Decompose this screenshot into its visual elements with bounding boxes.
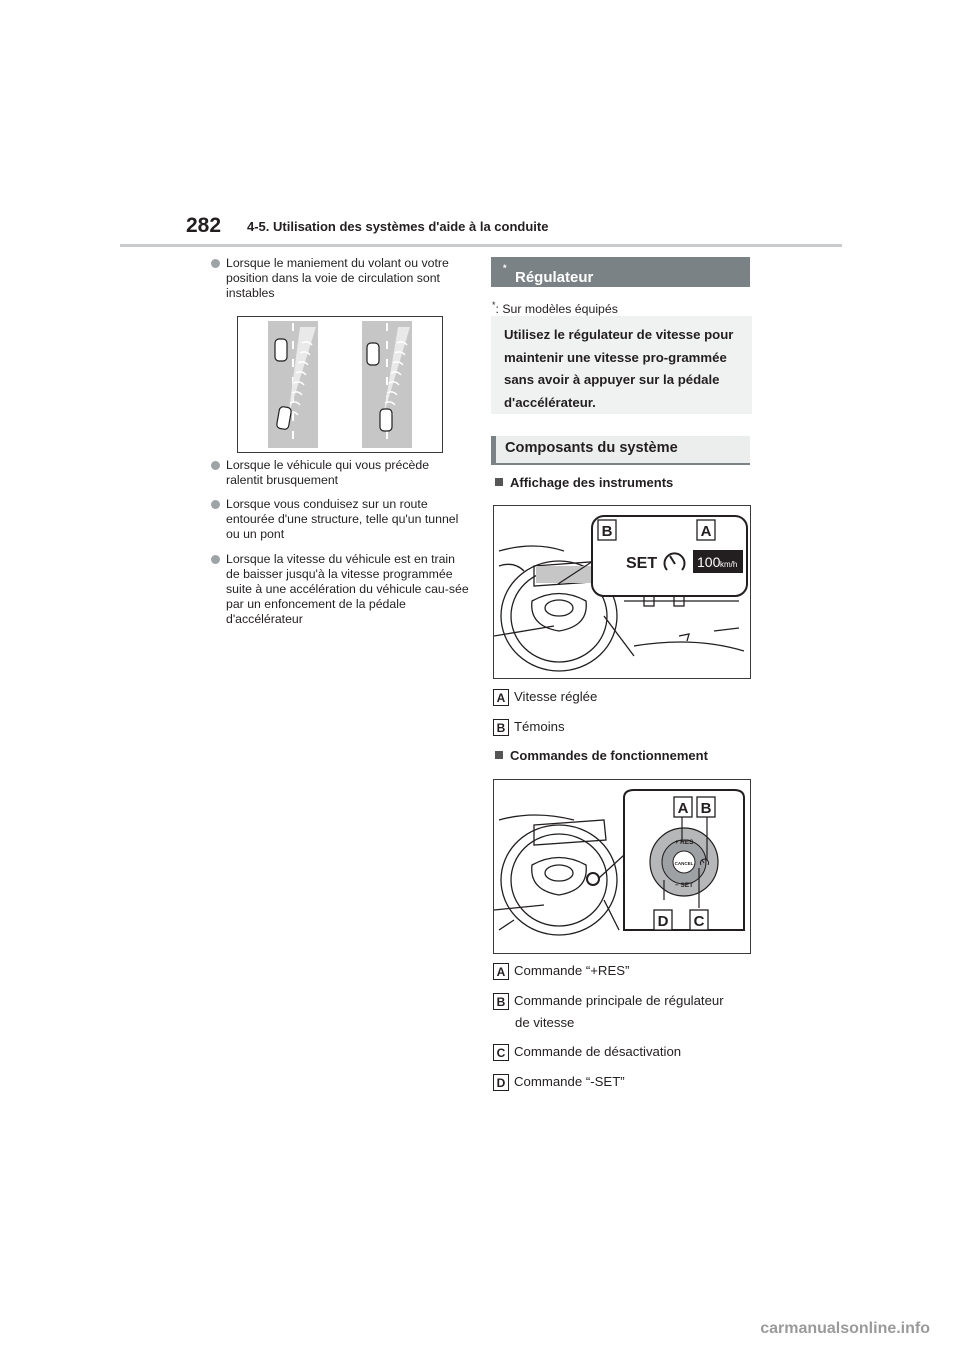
display-heading: Affichage des instruments bbox=[510, 475, 674, 490]
bullet-dot-icon bbox=[211, 259, 220, 268]
caption-key: A bbox=[493, 689, 509, 706]
bullet-item bbox=[211, 552, 469, 627]
square-bullet-icon bbox=[495, 478, 503, 486]
bullet-dot-icon bbox=[211, 555, 220, 564]
caption-text: Commande “+RES” bbox=[514, 963, 630, 978]
label-a: A bbox=[700, 523, 712, 540]
caption-key: A bbox=[493, 963, 509, 980]
instrument-display-figure bbox=[493, 505, 751, 679]
bullet-dot-icon bbox=[211, 461, 220, 470]
section-title: Régulateur de vitesse bbox=[515, 269, 594, 303]
label-b: B bbox=[700, 800, 712, 817]
intro-box bbox=[491, 316, 752, 414]
operation-controls-figure bbox=[493, 779, 751, 954]
set-switch-label: − SET bbox=[674, 882, 694, 889]
caption-a-display bbox=[493, 686, 753, 708]
caption-text: Commande “-SET” bbox=[514, 1074, 625, 1089]
caption-text: Vitesse réglée bbox=[514, 689, 598, 704]
bullet-text: Lorsque le maniement du volant ou votre position dans la voie de circulation sont instables bbox=[226, 256, 449, 300]
caption-key: B bbox=[493, 719, 509, 736]
caption-text: Témoins bbox=[514, 719, 565, 734]
caption-d-controls bbox=[493, 1071, 753, 1093]
section-header-cruise-control bbox=[491, 257, 750, 303]
bullet-item bbox=[211, 458, 469, 488]
caption-b-controls bbox=[493, 990, 753, 1034]
header-divider bbox=[120, 244, 842, 247]
lane-position-figure bbox=[237, 316, 443, 453]
label-a: A bbox=[677, 800, 689, 817]
bullet-item bbox=[211, 497, 469, 542]
bullet-dot-icon bbox=[211, 500, 220, 509]
dashboard-illustration bbox=[494, 506, 750, 678]
controls-heading: Commandes de fonctionnement bbox=[510, 748, 708, 763]
caption-c-controls bbox=[493, 1041, 753, 1063]
footnote-text: : Sur modèles équipés bbox=[495, 302, 618, 317]
caption-text-continued: de vitesse bbox=[515, 1015, 575, 1030]
section-asterisk: * bbox=[503, 263, 507, 273]
chapter-title: 4-5. Utilisation des systèmes d'aide à la conduite bbox=[247, 219, 549, 234]
intro-text: Utilisez le régulateur de vitesse pour maintenir une vitesse pro-grammée sans avoir à appuyer sur la pédale d'accélérateur. bbox=[504, 327, 734, 410]
caption-key: C bbox=[493, 1044, 509, 1061]
steering-wheel-illustration bbox=[494, 780, 750, 953]
label-c: C bbox=[693, 913, 705, 930]
subheading-display bbox=[495, 475, 673, 490]
section-header-components bbox=[491, 436, 750, 465]
cancel-switch-label: CANCEL bbox=[674, 861, 694, 866]
caption-text: Commande principale de régulateur bbox=[514, 993, 724, 1008]
bullet-text: Lorsque la vitesse du véhicule est en train de baisser jusqu'à la vitesse programmée suite à une accélération du véhicule cau-sée par un enfoncement de la pédale d'accélérateur bbox=[226, 552, 469, 626]
label-b: B bbox=[601, 523, 613, 540]
caption-key: B bbox=[493, 993, 509, 1010]
label-d: D bbox=[657, 913, 669, 930]
set-speed-unit: km/h bbox=[720, 560, 738, 569]
res-switch-label: + RES bbox=[674, 839, 694, 846]
components-title: Composants du système bbox=[505, 440, 678, 456]
caption-key: D bbox=[493, 1074, 509, 1091]
bullet-text: Lorsque le véhicule qui vous précède ralentit brusquement bbox=[226, 458, 430, 487]
footnote-mark: * bbox=[492, 300, 496, 310]
square-bullet-icon bbox=[495, 751, 503, 759]
caption-a-controls bbox=[493, 960, 753, 982]
subheading-controls bbox=[495, 748, 708, 763]
set-indicator-text: SET bbox=[626, 555, 658, 572]
watermark-text: carmanualsonline.info bbox=[760, 1320, 930, 1337]
bullet-item bbox=[211, 256, 469, 301]
set-speed-value: 100 bbox=[697, 554, 721, 570]
caption-b-display bbox=[493, 716, 753, 738]
lane-illustration bbox=[238, 317, 442, 452]
footnote bbox=[492, 300, 618, 316]
caption-text: Commande de désactivation bbox=[514, 1044, 682, 1059]
bullet-text: Lorsque vous conduisez sur un route entourée d'une structure, telle qu'un tunnel ou un pont bbox=[226, 497, 459, 541]
page-number: 282 bbox=[186, 214, 222, 237]
